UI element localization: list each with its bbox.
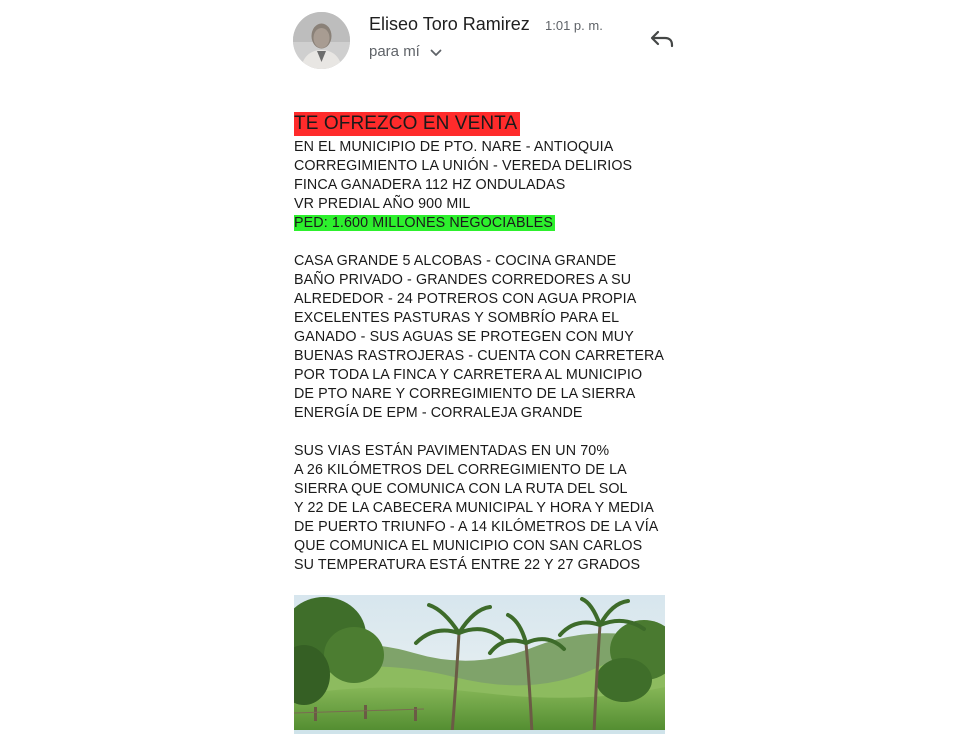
- description-line: EXCELENTES PASTURAS Y SOMBRÍO PARA EL: [294, 310, 620, 326]
- location-line: SU TEMPERATURA ESTÁ ENTRE 22 Y 27 GRADOS: [294, 557, 641, 573]
- location-line: A 26 KILÓMETROS DEL CORREGIMIENTO DE LA: [294, 462, 627, 478]
- location-line: QUE COMUNICA EL MUNICIPIO CON SAN CARLOS: [294, 538, 643, 554]
- email-timestamp: 1:01 p. m.: [545, 18, 603, 33]
- sender-name: Eliseo Toro Ramirez: [369, 14, 530, 34]
- description-line: ENERGÍA DE EPM - CORRALEJA GRANDE: [294, 405, 583, 421]
- reply-icon: [647, 24, 677, 54]
- description-line: DE PTO NARE Y CORREGIMIENTO DE LA SIERRA: [294, 386, 636, 402]
- reply-button[interactable]: [647, 24, 677, 54]
- description-line: CASA GRANDE 5 ALCOBAS - COCINA GRANDE: [294, 253, 617, 269]
- intro-line: FINCA GANADERA 112 HZ ONDULADAS: [294, 177, 566, 193]
- description-line: POR TODA LA FINCA Y CARRETERA AL MUNICIPIO: [294, 367, 643, 383]
- location-line: SIERRA QUE COMUNICA CON LA RUTA DEL SOL: [294, 481, 628, 497]
- chevron-down-icon: [430, 44, 442, 61]
- location-line: DE PUERTO TRIUNFO - A 14 KILÓMETROS DE LA VÍA: [294, 519, 659, 535]
- farm-landscape-image: [294, 595, 665, 734]
- sender-avatar[interactable]: [293, 12, 350, 69]
- description-line: GANADO - SUS AGUAS SE PROTEGEN CON MUY: [294, 329, 634, 345]
- intro-line: CORREGIMIENTO LA UNIÓN - VEREDA DELIRIOS: [294, 158, 633, 174]
- recipient-label: para mí: [369, 43, 420, 60]
- avatar-photo-icon: [293, 12, 350, 69]
- email-header: [293, 12, 683, 72]
- farm-photo[interactable]: [294, 595, 665, 734]
- email-body: [294, 112, 694, 575]
- location-line: SUS VIAS ESTÁN PAVIMENTADAS EN UN 70%: [294, 443, 610, 459]
- description-line: BUENAS RASTROJERAS - CUENTA CON CARRETERA: [294, 348, 665, 364]
- intro-line: EN EL MUNICIPIO DE PTO. NARE - ANTIOQUIA: [294, 139, 614, 155]
- intro-line: VR PREDIAL AÑO 900 MIL: [294, 196, 471, 212]
- description-line: BAÑO PRIVADO - GRANDES CORREDORES A SU: [294, 272, 632, 288]
- description-line: ALREDEDOR - 24 POTREROS CON AGUA PROPIA: [294, 291, 637, 307]
- offer-headline: TE OFREZCO EN VENTA: [294, 112, 520, 136]
- recipient-details-toggle[interactable]: [369, 43, 442, 61]
- location-line: Y 22 DE LA CABECERA MUNICIPAL Y HORA Y MEDIA: [294, 500, 654, 516]
- price-line: PED: 1.600 MILLONES NEGOCIABLES: [294, 215, 553, 231]
